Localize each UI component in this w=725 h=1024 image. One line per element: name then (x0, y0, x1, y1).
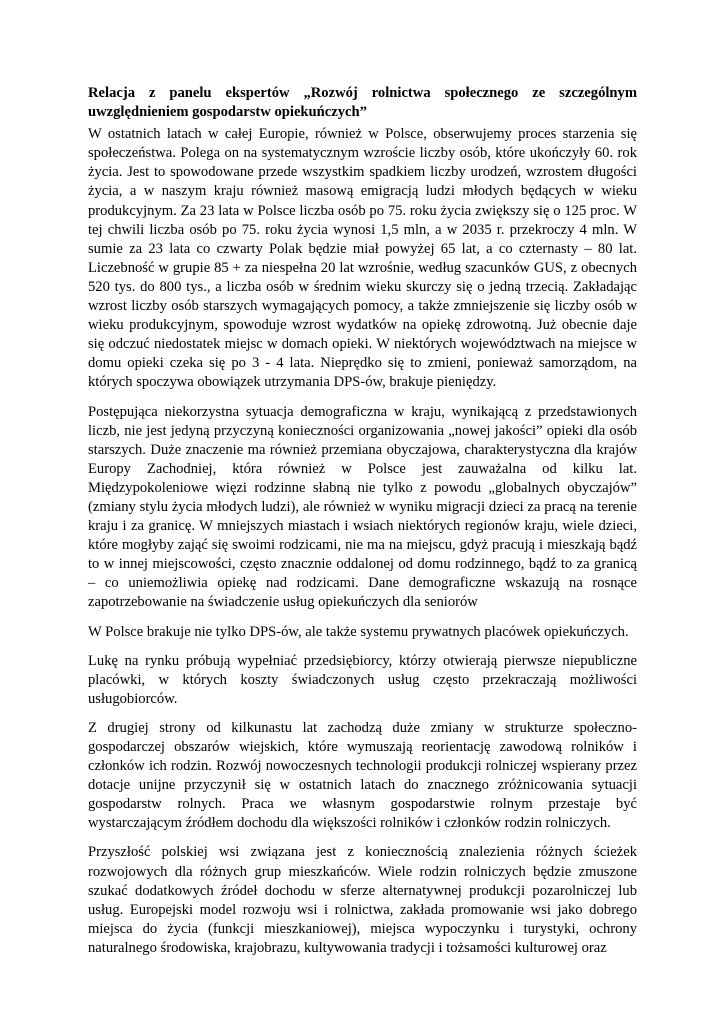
paragraph-demographics: W ostatnich latach w całej Europie, również w Polsce, obserwujemy proces starzenia się społeczeństwa. Polega on na systematycznym wzroście liczby osób, które ukończyły 60. rok życia. Jest to spowodowane przede wszystkim spadkiem liczby urodzeń, wzrostem długości życia, a w naszym kraju również masową emigracją ludzi młodych będących w wieku produkcyjnym. Za 23 lata w Polsce liczba osób po 75. roku życia zwiększy się o 125 proc. W tej chwili liczba osób po 75. roku życia wynosi 1,5 mln, a w 2035 r. przekroczy 4 mln. W sumie za 23 lata co czwarty Polak będzie miał powyżej 65 lat, a co czternasty – 80 lat. Liczebność w grupie 85 + za niespełna 20 lat wzrośnie, według szacunków GUS, z obecnych 520 tys. do 800 tys., a liczba osób w średnim wieku skurczy się o jedną trzecią. Zakładając wzrost liczby osób starszych wymagających pomocy, a także zmniejszenie się liczby osób w wieku produkcyjnym, spowoduje wzrost wydatków na opiekę zdrowotną. Już obecnie daje się odczuć niedostatek miejsc w domach opieki. W niektórych województwach na miejsce w domu opieki czeka się po 3 - 4 lata. Nieprędko się to zmieni, ponieważ samorządom, na których spoczywa obowiązek utrzymania DPS-ów, brakuje pieniędzy. (88, 126, 637, 391)
paragraph-dps-shortage: W Polsce brakuje nie tylko DPS-ów, ale także systemu prywatnych placówek opiekuńczych. (88, 623, 629, 640)
paragraph-market-gap: Lukę na rynku próbują wypełniać przedsiębiorcy, którzy otwierają pierwsze niepubliczne placówki, w których koszty świadczonych usług często przekraczają możliwości usługobiorców. (88, 652, 637, 707)
document-title: Relacja z panelu ekspertów „Rozwój rolnictwa społecznego ze szczególnym uwzględnieniem gospodarstw opiekuńczych” (88, 85, 637, 121)
paragraph-rural-change: Z drugiej strony od kilkunastu lat zachodzą duże zmiany w strukturze społeczno-gospodarczej obszarów wiejskich, które wymuszają reorientację zawodową rolników i członków ich rodzin. Rozwój nowoczesnych technologii produkcji rolniczej wspierany przez dotacje unijne przyczynił się w ostatnich latach do znacznego zróżnicowania sytuacji gospodarstw rolnych. Praca we własnym gospodarstwie rolnym przestaje być wystarczającym źródłem dochodu dla większości rolników i członków rodzin rolniczych. (88, 719, 637, 832)
paragraph-future-countryside: Przyszłość polskiej wsi związana jest z koniecznością znalezienia różnych ścieżek rozwojowych dla różnych grup mieszkańców. Wiele rodzin rolniczych będzie zmuszone szukać dodatkowych źródeł dochodu w sferze alternatywnej produkcji pozarolniczej lub usług. Europejski model rozwoju wsi i rolnictwa, zakłada promowanie wsi jako dobrego miejsca do życia (funkcji mieszkaniowej), miejsca wypoczynku i turystyki, ochrony naturalnego środowiska, krajobrazu, kultywowania tradycji i tożsamości kulturowej oraz (88, 844, 637, 956)
document-page (88, 84, 637, 968)
paragraph-social-change: Postępująca niekorzystna sytuacja demograficzna w kraju, wynikającą z przedstawionych liczb, nie jest jedyną przyczyną konieczności organizowania „nowej jakości” opieki dla osób starszych. Duże znaczenie ma również przemiana obyczajowa, charakterystyczna dla krajów Europy Zachodniej, która również w Polsce jest zauważalna od kilku lat. Międzypokoleniowe więzi rodzinne słabną nie tylko z powodu „globalnych obyczajów” (zmiany stylu życia młodych ludzi), ale również w wyniku migracji dzieci za pracą na terenie kraju i za granicę. W mniejszych miastach i wsiach niektórych regionów kraju, wiele dzieci, które mogłyby zająć się swoimi rodzicami, nie ma na miejscu, gdyż pracują i mieszkają bądź to w innej miejscowości, często znacznie oddalonej od domu rodzinnego, bądź to za granicą – co uniemożliwia opiekę nad rodzicami. Dane demograficzne wskazują na rosnące zapotrzebowanie na świadczenie usług opiekuńczych dla seniorów (88, 403, 637, 611)
